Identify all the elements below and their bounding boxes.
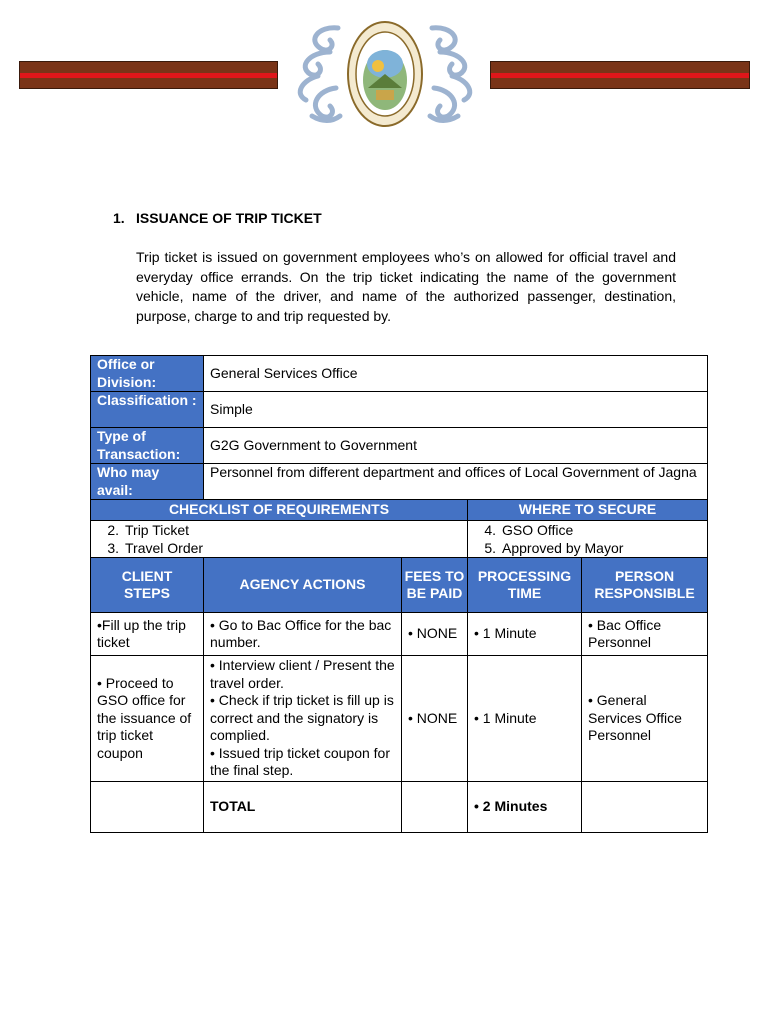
who-may-avail-value: Personnel from different department and offices of Local Government of Jagna (204, 464, 708, 500)
classification-label: Classification : (91, 392, 204, 428)
processing-time-value: • 1 Minute (468, 656, 582, 782)
transaction-type-value: G2G Government to Government (204, 428, 708, 464)
office-label: Office or Division: (91, 356, 204, 392)
client-step: •Fill up the trip ticket (91, 613, 204, 656)
processing-time-header: PROCESSING TIME (468, 558, 582, 613)
total-person-cell (582, 782, 708, 833)
requirement-item: 3. Travel Order (91, 539, 468, 558)
requirement-item: 2. Trip Ticket (91, 521, 468, 540)
agency-actions-list (204, 656, 402, 782)
person-responsible-value: • Bac Office Personnel (582, 613, 708, 656)
municipal-seal-logo (288, 18, 482, 130)
section-intro: Trip ticket is issued on government employees who’s on allowed for official travel and everyday office errands. On the trip ticket indicating the name of the government vehicle, name of the driver, and name of the authorized passenger, destination, purpose, charge to and trip requested by. (136, 249, 676, 325)
classification-value: Simple (204, 392, 708, 428)
section-title (113, 210, 322, 226)
total-fees-cell (402, 782, 468, 833)
processing-time-value: • 1 Minute (468, 613, 582, 656)
agency-action: • Issued trip ticket coupon for the final step. (210, 744, 390, 779)
fees-header: FEES TO BE PAID (402, 558, 468, 613)
person-responsible-value: • General Services Office Personnel (582, 656, 708, 782)
total-empty-cell (91, 782, 204, 833)
total-time-value: • 2 Minutes (468, 782, 582, 833)
fees-value: • NONE (402, 613, 468, 656)
agency-actions-header: AGENCY ACTIONS (204, 558, 402, 613)
agency-action: • Interview client / Present the travel order. (210, 657, 395, 691)
client-steps-header: CLIENT STEPS (91, 558, 204, 613)
section-title-text: ISSUANCE OF TRIP TICKET (136, 210, 322, 226)
header-bar-left (19, 61, 278, 89)
header-bar-right (490, 61, 750, 89)
agency-action: • Check if trip ticket is fill up is correct and the signatory is complied. (210, 692, 394, 744)
checklist-header: CHECKLIST OF REQUIREMENTS (91, 500, 468, 521)
total-label: TOTAL (204, 782, 402, 833)
ornament-right-icon (430, 28, 470, 121)
transaction-type-label: Type of Transaction: (91, 428, 204, 464)
office-value: General Services Office (204, 356, 708, 392)
where-to-secure-header: WHERE TO SECURE (468, 500, 708, 521)
agency-action: • Go to Bac Office for the bac number. (204, 613, 402, 656)
client-step: • Proceed to GSO office for the issuance of trip ticket coupon (91, 656, 204, 782)
ornament-left-icon (300, 28, 340, 121)
fees-value: • NONE (402, 656, 468, 782)
where-item: 5. Approved by Mayor (468, 539, 708, 558)
citizens-charter-table (90, 355, 708, 833)
who-may-avail-label: Who may avail: (91, 464, 204, 500)
where-item: 4. GSO Office (468, 521, 708, 540)
section-number: 1. (113, 210, 125, 226)
person-responsible-header: PERSON RESPONSIBLE (582, 558, 708, 613)
